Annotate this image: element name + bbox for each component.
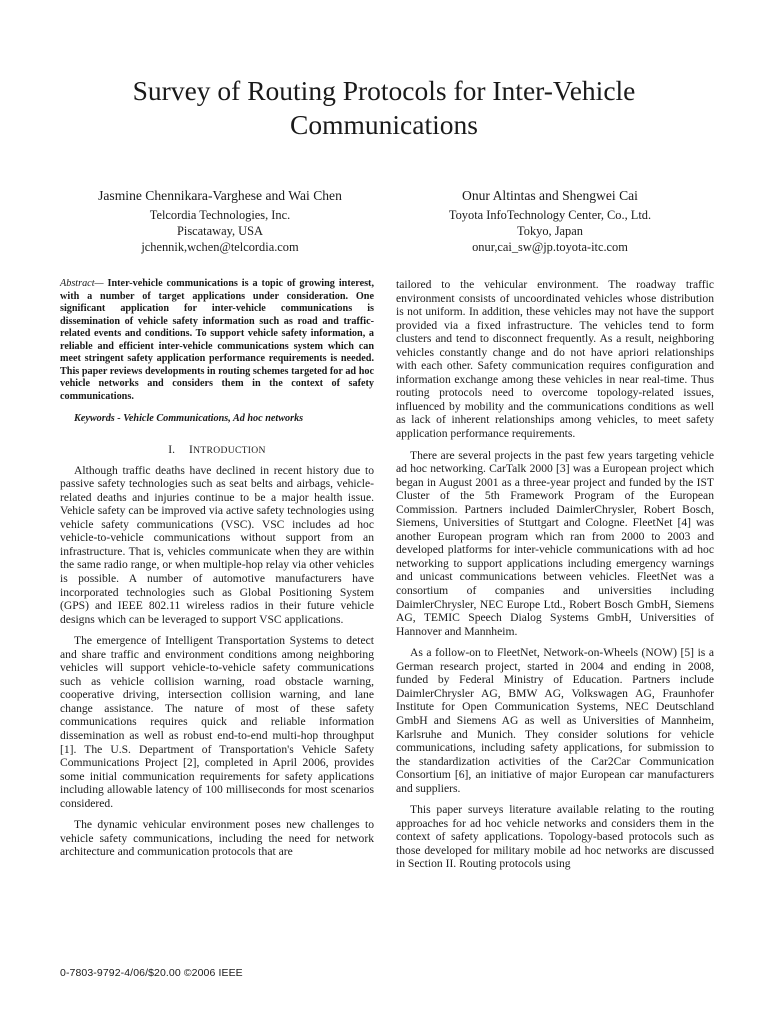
abstract — [60, 278, 374, 403]
section-title-first: I — [189, 443, 194, 457]
section-heading — [60, 443, 374, 458]
section-title-rest: NTRODUCTION — [193, 445, 266, 457]
body-paragraph: tailored to the vehicular environment. The roadway traffic environment consists of uncoordinated vehicles whose distribution is not uniform. In addition, these vehicles may not have the support provided via a fixed infrastructure. The vehicles tend to form clusters and tend to disconnect frequently. As a result, neighboring vehicles constantly change and do not have apriori relationships with each other. Safety communication requires configuration and information exchange among these vehicles in near real-time. Thus routing protocols need to overcome topology-related issues, influenced by mobility and the communications conditions as well as lack of inherent relationships among vehicles, to meet safety application performance requirements. — [396, 278, 714, 441]
author-email-left: jchennik,wchen@telcordia.com — [141, 240, 299, 254]
left-column — [60, 278, 374, 867]
body-paragraph: Although traffic deaths have declined in recent history due to passive safety technologies such as seat belts and airbags, vehicle-related deaths and injuries continue to be a major health issue. Vehicle safety can be improved via active safety technologies using vehicle safety communications (VSC). VSC includes ad hoc vehicle-to-vehicle communications without support from an infrastructure. That is, vehicles communicate when they are within the same radio range, or when multiple-hop relay via other vehicles is possible. A number of automotive manufacturers have incorporated technologies such as Global Positioning System (GPS) and IEEE 802.11 wireless radios in their future vehicle designs which can be leveraged to support VSC applications. — [60, 463, 374, 626]
body-paragraph: There are several projects in the past few years targeting vehicle ad hoc networking. CarTalk 2000 [3] was a European project which began in August 2001 as a three-year project and funded by the IST Cluster of the 5th Framework Program of the European Commission. Partners included DaimlerChrysler, Robert Bosch, Siemens, Universities of Stuttgart and Cologne. FleetNet [4] was another European program which ran from 2000 to 2003 and developed platforms for inter-vehicle communications with ad hoc networking to support applications including emergency warnings and unicast communications between vehicles. FleetNet was a consortium of companies and universities including DaimlerChrysler, NEC Europe Ltd., Robert Bosch GmbH, Siemens AG, TEMIC Speech Dialog Systems GmbH, Universities of Hannover and Mannheim. — [396, 448, 714, 638]
author-block-left — [60, 188, 380, 255]
section-title — [189, 445, 266, 456]
author-affiliation-right: Toyota InfoTechnology Center, Co., Ltd. — [448, 208, 652, 222]
body-paragraph: The dynamic vehicular environment poses new challenges to vehicle safety communications, including the need for network architecture and communication protocols that are — [60, 818, 374, 859]
author-names-left: Jasmine Chennikara-Varghese and Wai Chen — [98, 188, 342, 203]
author-block-right — [390, 188, 710, 255]
author-location-right: Tokyo, Japan — [517, 224, 583, 238]
author-affiliation-left: Telcordia Technologies, Inc. — [149, 208, 291, 222]
author-location-left: Piscataway, USA — [177, 224, 263, 238]
author-names-right: Onur Altintas and Shengwei Cai — [462, 188, 638, 203]
abstract-text: Inter-vehicle communications is a topic of growing interest, with a number of target applications under consideration. One significant application for inter-vehicle communications is dissemination of vehicle safety information such as road and traffic-related events and conditions. To support vehicle safety information, a reliable and efficient inter-vehicle communications system which can meet stringent safety application performance requirements is needed. This paper reviews developments in routing schemes targeted for ad hoc vehicle networks and considers them in the context of safety communications. — [60, 278, 374, 402]
abstract-label: Abstract— — [60, 278, 104, 289]
paper-title: Survey of Routing Protocols for Inter-Vehicle Communications — [132, 75, 636, 140]
section-number: I. — [168, 443, 175, 457]
author-email-right: onur,cai_sw@jp.toyota-itc.com — [472, 240, 628, 254]
copyright-footer: 0-7803-9792-4/06/$20.00 ©2006 IEEE — [60, 967, 243, 979]
body-paragraph: As a follow-on to FleetNet, Network-on-Wheels (NOW) [5] is a German research project, started in 2004 and ending in 2008, funded by Federal Ministry of Education. Partners include DaimlerChrysler AG, BMW AG, Volkswagen AG, Fraunhofer Institute for Open Communication Systems, NEC Deutschland GmbH and Siemens AG as well as Universities of Mannheim, Karlsruhe and Munich. They consider solutions for vehicle communications, including safety applications, for submission to the standardization activities of the Car2Car Communication Consortium [6], an initiative of major European car manufacturers and suppliers. — [396, 646, 714, 795]
right-column — [396, 278, 714, 879]
body-paragraph: This paper surveys literature available relating to the routing approaches for ad hoc vehicle networks and considers them in the context of safety applications. Topology-based protocols such as those developed for military mobile ad hoc networks are discussed in Section II. Routing protocols using — [396, 803, 714, 871]
body-paragraph: The emergence of Intelligent Transportation Systems to detect and share traffic and environment conditions among neighboring vehicles will support vehicle-to-vehicle safety communications such as vehicle collision warning, road obstacle warning, cooperative driving, intersection collision warning, and lane change assistance. The nature of most of these safety communications requires quick and reliable information dissemination as well as robust end-to-end multi-hop throughput [1]. The U.S. Department of Transportation's Vehicle Safety Communications Project [2], completed in April 2006, provides some initial communication requirements for safety applications including allowable latency of 100 milliseconds for most scenarios considered. — [60, 634, 374, 810]
keywords: Keywords - Vehicle Communications, Ad hoc networks — [74, 413, 304, 425]
